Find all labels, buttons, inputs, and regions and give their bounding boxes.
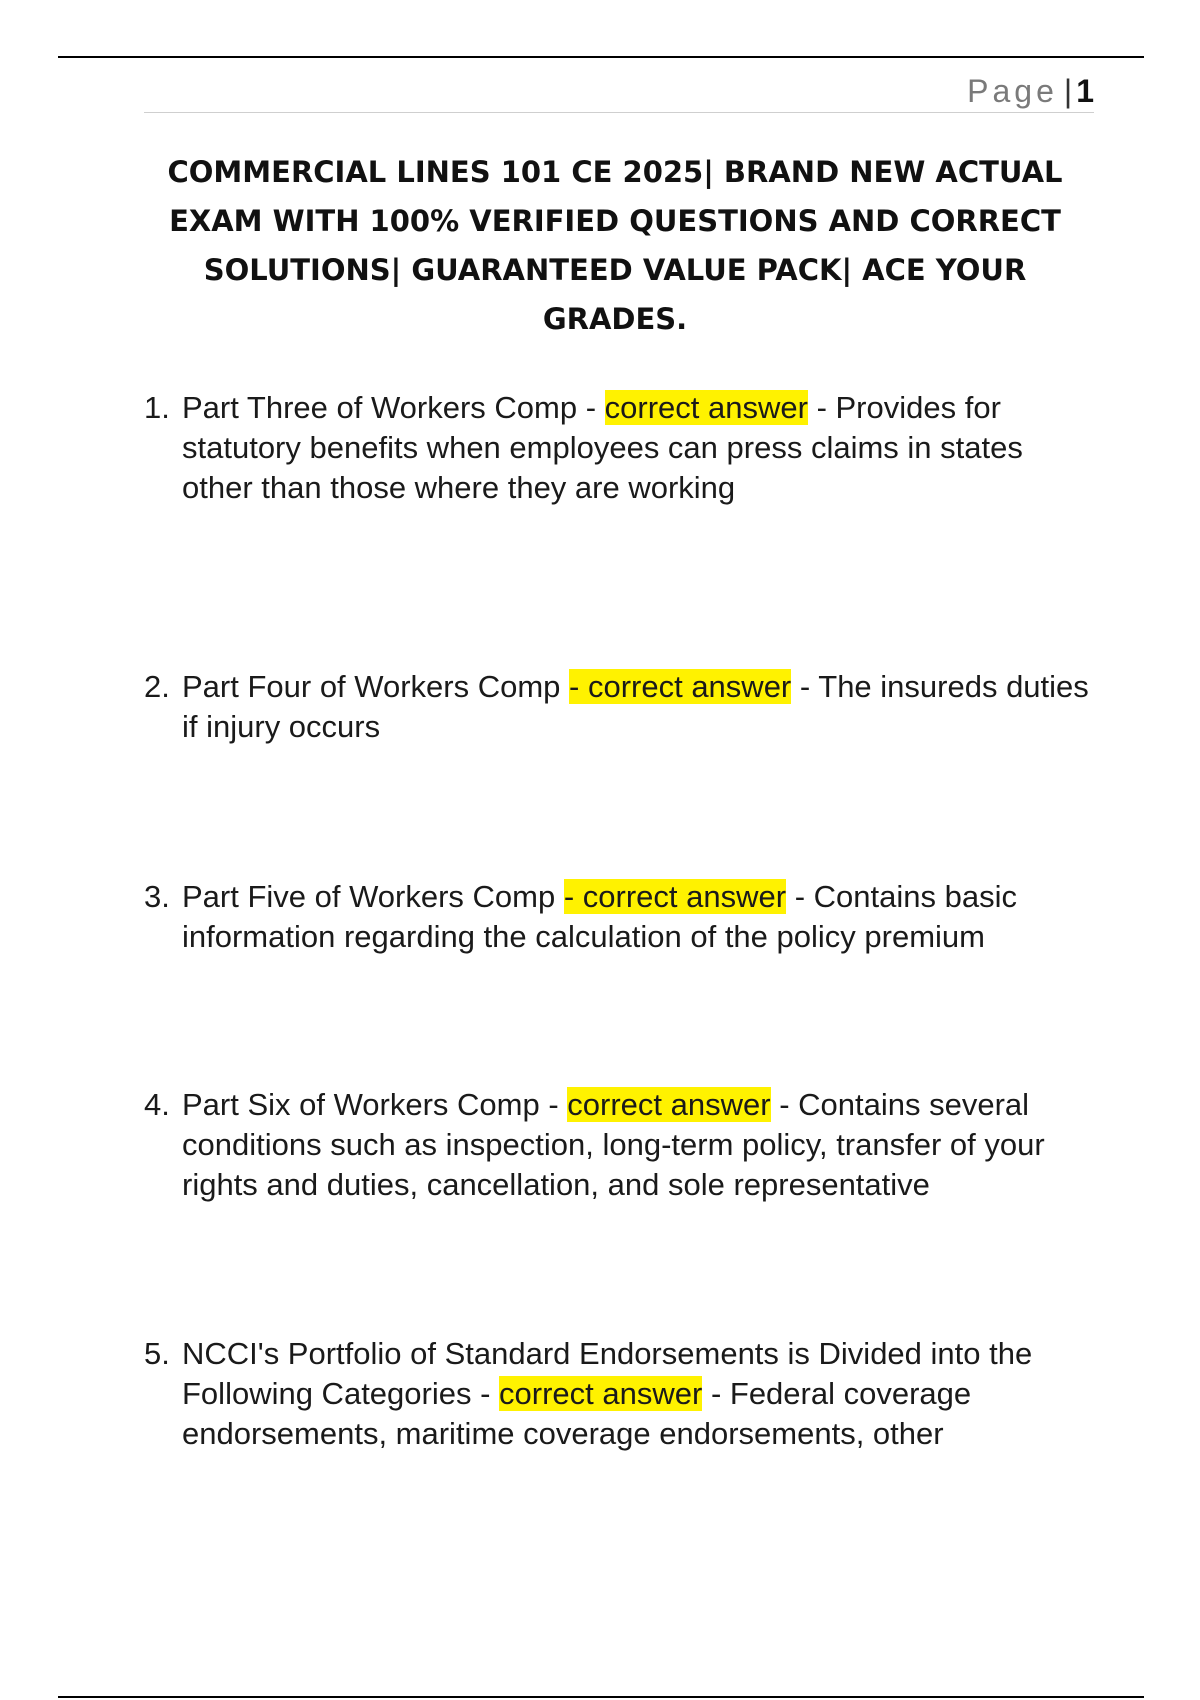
top-rule	[58, 56, 1144, 58]
item-question: Part Three of Workers Comp -	[182, 390, 605, 425]
item-number: 2.	[144, 669, 170, 704]
item-text	[182, 667, 1094, 747]
item-number: 1.	[144, 390, 170, 425]
item-answer: - The insureds duties if injury occurs	[182, 669, 1089, 744]
item-text	[182, 1085, 1094, 1205]
item-text	[182, 388, 1094, 508]
page-label: Page	[967, 73, 1058, 109]
item-number: 4.	[144, 1087, 170, 1122]
document-title: COMMERCIAL LINES 101 CE 2025| BRAND NEW ACTUAL EXAM WITH 100% VERIFIED QUESTIONS AND CORRECT SOLUTIONS| GUARANTEED VALUE PACK| ACE YOUR GRADES.	[167, 155, 1063, 336]
item-question: Part Five of Workers Comp	[182, 879, 564, 914]
page-separator: |	[1063, 73, 1073, 109]
correct-answer-highlight: correct answer	[499, 1376, 703, 1411]
list-item	[144, 388, 1094, 508]
item-question: Part Four of Workers Comp	[182, 669, 570, 704]
list-item	[144, 1334, 1094, 1454]
list-item	[144, 877, 1094, 957]
item-answer: - Provides for statutory benefits when employees can press claims in states other than those where they are working	[182, 390, 1023, 505]
item-question: Part Six of Workers Comp -	[182, 1087, 568, 1122]
item-number: 3.	[144, 879, 170, 914]
item-number: 5.	[144, 1336, 170, 1371]
item-text	[182, 877, 1094, 957]
page-number: 1	[1076, 73, 1094, 109]
page-header	[144, 70, 1094, 113]
item-question: NCCI's Portfolio of Standard Endorsements is Divided into the Following Categories -	[182, 1336, 1033, 1411]
list-item	[144, 667, 1094, 747]
correct-answer-highlight: correct answer	[567, 1087, 771, 1122]
item-answer: - Federal coverage endorsements, maritime coverage endorsements, other	[182, 1376, 972, 1451]
item-answer: - Contains several conditions such as inspection, long-term policy, transfer of your rights and duties, cancellation, and sole representative	[182, 1087, 1045, 1202]
correct-answer-highlight: correct answer	[604, 390, 808, 425]
correct-answer-highlight: - correct answer	[563, 879, 787, 914]
item-answer: - Contains basic information regarding the calculation of the policy premium	[182, 879, 1017, 954]
correct-answer-highlight: - correct answer	[569, 669, 792, 704]
item-text	[182, 1334, 1094, 1454]
list-item	[144, 1085, 1094, 1205]
bottom-rule	[58, 1696, 1144, 1698]
